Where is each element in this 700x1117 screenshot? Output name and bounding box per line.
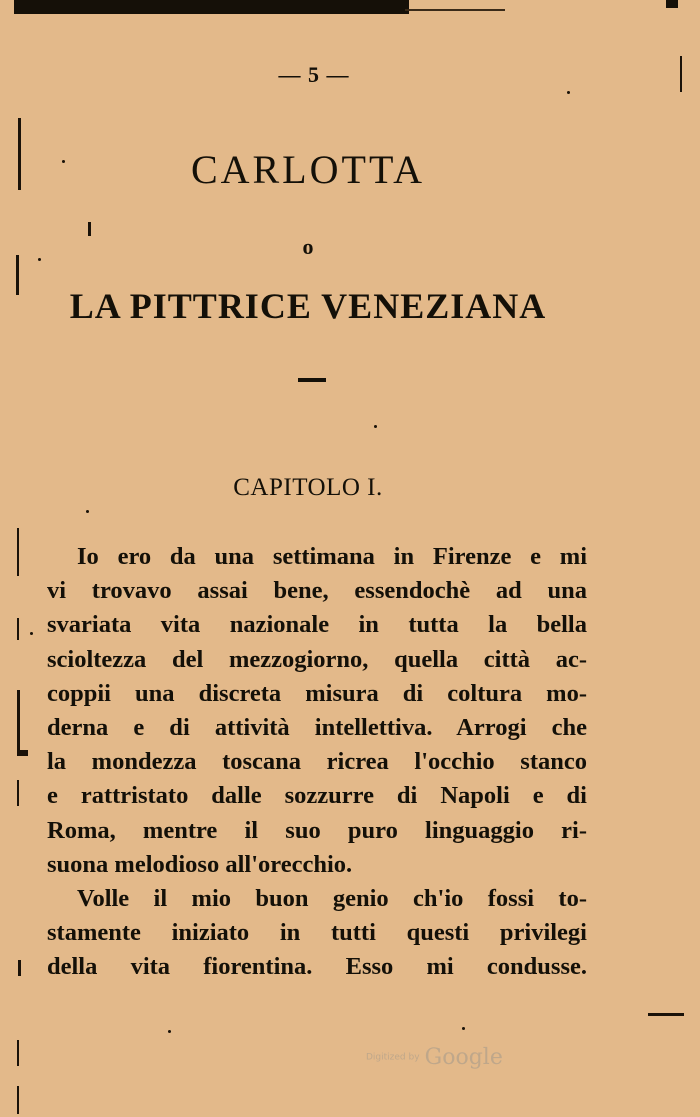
scan-speck: [462, 1027, 465, 1030]
text-line: Roma, mentre il suo puro linguaggio ri-: [47, 816, 587, 844]
watermark-prefix: Digitized by: [366, 1052, 420, 1063]
top-right-scan-mark: [666, 0, 678, 8]
scan-mark: [17, 618, 19, 640]
title-separator-rule: [298, 378, 326, 382]
book-subtitle: LA PITTRICE VENEZIANA: [69, 286, 547, 326]
text-line: scioltezza del mezzogiorno, quella città ac-: [47, 645, 587, 673]
text-line: la mondezza toscana ricrea l'occhio stanco: [47, 748, 587, 776]
top-edge-rule: [14, 0, 409, 14]
scan-mark: [18, 960, 21, 976]
body-text: [47, 540, 587, 985]
book-title: CARLOTTA: [190, 147, 426, 192]
scan-mark: [17, 1086, 19, 1114]
scan-speck: [86, 510, 89, 513]
text-line: svariata vita nazionale in tutta la bella: [47, 611, 587, 639]
scan-speck: [374, 425, 377, 428]
page-number: — 5 —: [278, 62, 350, 87]
title-conjunction: o: [302, 234, 314, 259]
scan-mark: [16, 255, 19, 295]
scan-mark: [17, 528, 19, 576]
scan-speck: [30, 632, 33, 635]
scan-mark: [88, 222, 91, 236]
text-line: e rattristato dalle sozzurre di Napoli e di: [47, 782, 587, 810]
scan-mark: [648, 1013, 684, 1016]
text-line: della vita fiorentina. Esso mi condusse.: [47, 953, 587, 981]
text-line: derna e di attività intellettiva. Arrogi che: [47, 714, 587, 742]
text-line: coppii una discreta misura di coltura mo-: [47, 679, 587, 707]
top-edge-thin-rule: [405, 9, 505, 11]
text-line: suona melodioso all'orecchio.: [47, 850, 353, 878]
scan-speck: [62, 160, 65, 163]
scan-mark: [17, 1040, 19, 1066]
scan-speck: [38, 258, 41, 261]
scan-mark: [18, 118, 21, 190]
scan-mark: [20, 750, 28, 756]
google-wordmark: Google: [424, 1045, 503, 1070]
scan-speck: [168, 1030, 171, 1033]
text-line: Volle il mio buon genio ch'io fossi to-: [77, 885, 587, 913]
chapter-heading: CAPITOLO I.: [233, 474, 383, 501]
scan-mark: [17, 690, 20, 756]
text-line: stamente iniziato in tutti questi privilegi: [47, 919, 587, 947]
scan-speck: [567, 91, 570, 94]
text-line: Io ero da una settimana in Firenze e mi: [77, 543, 587, 570]
text-line: vi trovavo assai bene, essendochè ad una: [47, 577, 587, 605]
scan-mark: [17, 780, 19, 806]
digitization-watermark: [366, 1045, 503, 1070]
scan-mark: [680, 56, 682, 92]
